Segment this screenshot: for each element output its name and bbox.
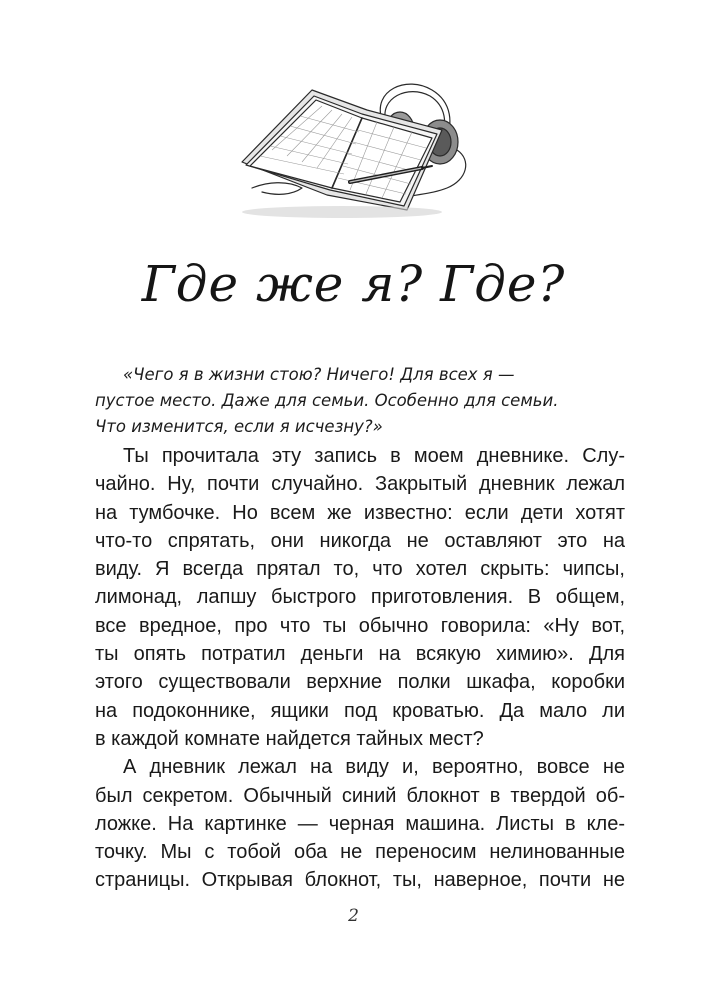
body-line: страницы. Открывая блокнот, ты, наверное, почти не [95,869,625,892]
chapter-title: Где же я? Где? [141,255,566,313]
body-text [95,442,625,895]
body-line: А дневник лежал на виду и, вероятно, вовсе не [123,756,625,779]
body-line: в каждой комнате найдется тайных мест? [95,727,484,750]
body-line: был секретом. Обычный синий блокнот в твердой об- [95,784,625,807]
body-line: виду. Я всегда прятал то, что хотел скрыть: чипсы, [95,558,625,581]
page-number: 2 [348,906,359,926]
epigraph [95,362,625,440]
epigraph-line: Что изменится, если я исчезну?» [95,417,383,436]
body-line: чайно. Ну, почти случайно. Закрытый дневник лежал [95,473,625,496]
body-line: на тумбочке. Но всем же известно: если дети хотят [95,501,625,524]
body-line: Ты прочитала эту запись в моем дневнике. Слу- [123,445,625,467]
body-line: на подоконнике, ящики под кроватью. Да мало ли [95,699,625,722]
body-line: ты опять потратил деньги на всякую химию». Для [95,643,625,666]
notebook-pen-headphones-illustration [232,70,482,230]
body-line: лимонад, лапшу быстрого приготовления. В общем, [95,586,625,609]
epigraph-line: пустое место. Даже для семьи. Особенно для семьи. [95,391,559,410]
body-line: этого существовали верхние полки шкафа, коробки [95,671,625,694]
body-line: что-то спрятать, они никогда не оставляют это на [95,529,625,552]
epigraph-line: «Чего я в жизни стою? Ничего! Для всех я — [123,365,515,384]
body-line: все вредное, про что ты обычно говорила: «Ну вот, [95,614,625,637]
body-line: точку. Мы с тобой оба не переносим нелинованные [95,841,625,864]
body-line: ложке. На картинке — черная машина. Листы в кле- [95,812,625,835]
